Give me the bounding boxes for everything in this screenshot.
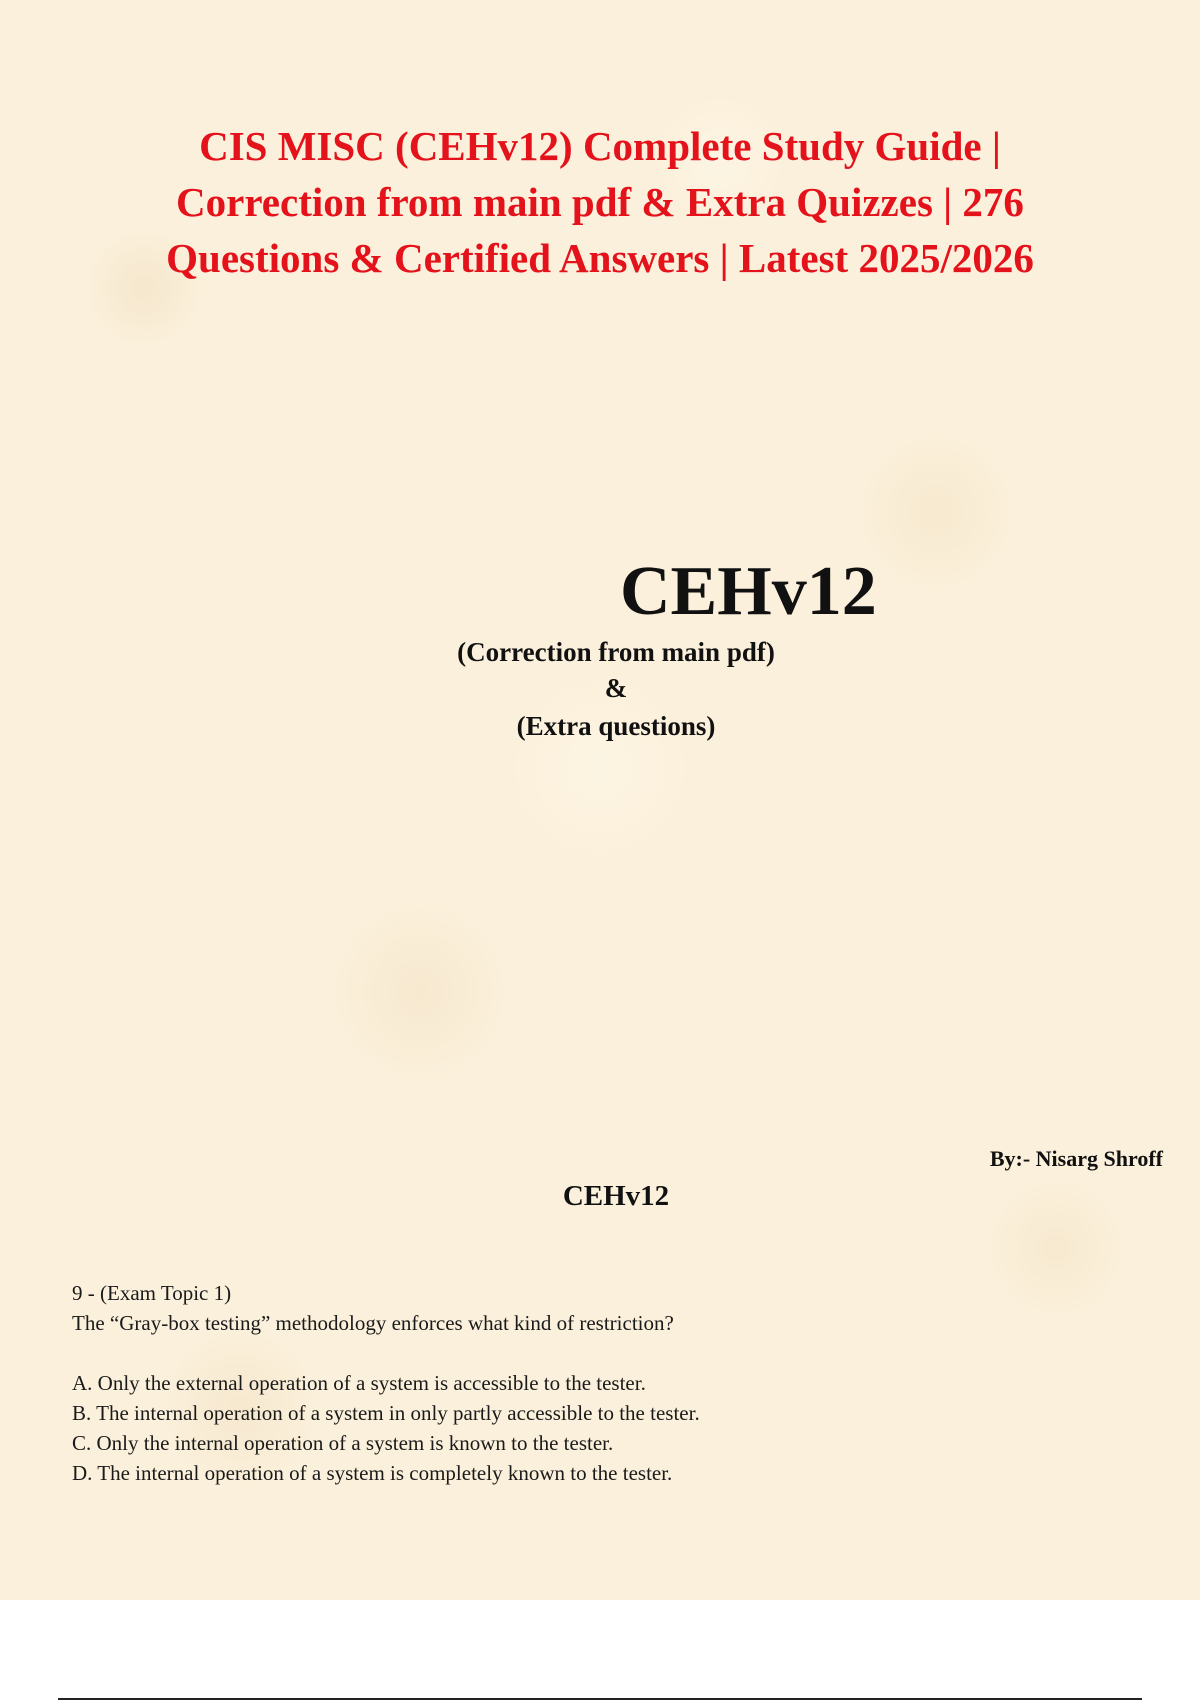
answer-options [72,1368,1132,1488]
document-title [100,118,1100,286]
cover-heading: CEHv12 [620,553,877,630]
document-title-line-3: Questions & Certified Answers | Latest 2025/2026 [166,235,1034,281]
cover-subtitle-line-3: (Extra questions) [516,711,716,741]
answer-option-a: A. Only the external operation of a system is accessible to the tester. [72,1371,646,1395]
document-title-line-1: CIS MISC (CEHv12) Complete Study Guide | [199,123,1001,169]
question-number: 9 - (Exam Topic 1) [72,1281,232,1305]
answer-option-d: D. The internal operation of a system is completely known to the tester. [72,1461,673,1485]
question-prompt: The “Gray-box testing” methodology enforces what kind of restriction? [72,1311,674,1335]
section-heading: CEHv12 [562,1180,670,1212]
cover-subtitle-line-1: (Correction from main pdf) [457,637,775,667]
document-title-line-2: Correction from main pdf & Extra Quizzes | 276 [176,179,1024,225]
answer-option-b: B. The internal operation of a system in only partly accessible to the tester. [72,1401,700,1425]
question-spacer [72,1338,1132,1368]
cover-subtitle-ampersand: & [604,673,628,703]
question-block [72,1278,1132,1488]
author-credit: By:- Nisarg Shroff [989,1146,1163,1171]
answer-option-c: C. Only the internal operation of a system is known to the tester. [72,1431,614,1455]
